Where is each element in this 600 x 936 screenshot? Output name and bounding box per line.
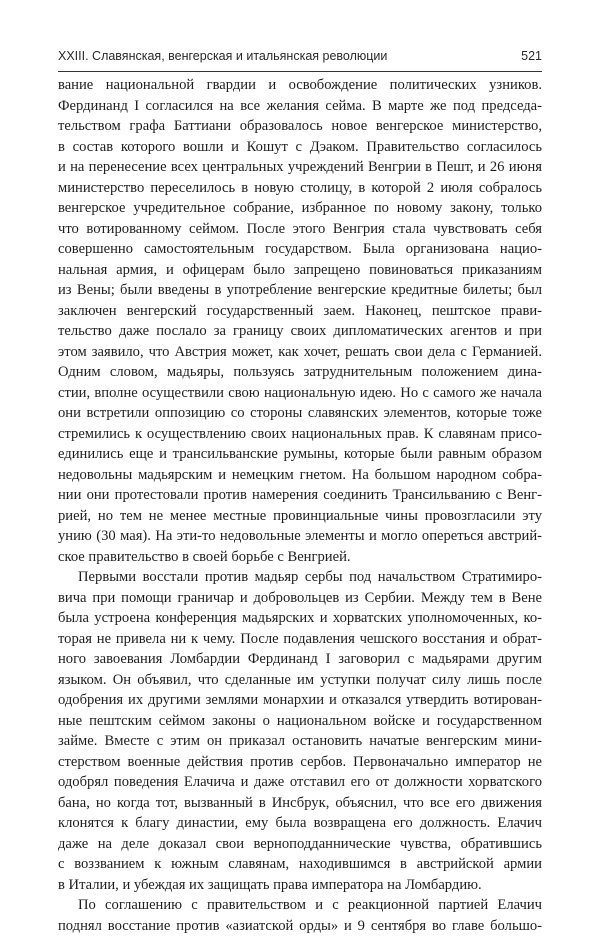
text-line: тельством графа Баттиани образовалось новое венгерское министерство,: [58, 116, 542, 137]
text-line: единились еще и трансильванские румыны, которые были равным образом: [58, 444, 542, 465]
text-line: из Вены; были введены в употребление венгерские кредитные билеты; был: [58, 280, 542, 301]
text-line: что вотированному сеймом. После этого Венгрия стала чувствовать себя: [58, 219, 542, 240]
text-line: тельство даже послало за границу своих дипломатических агентов и при: [58, 321, 542, 342]
text-line: Одним словом, мадьяры, пользуясь затруднительным положением дина-: [58, 362, 542, 383]
text-line: поднял восстание против «азиатской орды» и 9 сентября во главе большо-: [58, 916, 542, 936]
text-line: ного завоевания Ломбардии Фердинанд I заговорил с мадьярами другим: [58, 649, 542, 670]
text-line: рией, но тем не менее местные провинциальные чины провозгласили эту: [58, 506, 542, 527]
text-line: стерством военные действия против сербов. Первоначально император не: [58, 752, 542, 773]
text-line: бана, но когда тот, вызванный в Инсбрук, объяснил, что все его движения: [58, 793, 542, 814]
text-line: министерство переселилось в новую столицу, в которой 2 июля собралось: [58, 178, 542, 199]
text-line: вание национальной гвардии и освобождение политических узников.: [58, 75, 542, 96]
text-line: с воззванием к южным славянам, находившимся в австрийской армии: [58, 854, 542, 875]
text-line: нальная армия, и офицерам было запрещено повиноваться приказаниям: [58, 260, 542, 281]
text-line: венгерское учредительное собрание, избранное по новому закону, только: [58, 198, 542, 219]
text-line: нии они протестовали против намерения соединить Трансильванию с Венг-: [58, 485, 542, 506]
text-line: одобрения их другими землями монархии и отказался утвердить вотирован-: [58, 690, 542, 711]
text-line: вича при помощи граничар и добровольцев из Сербии. Между тем в Вене: [58, 588, 542, 609]
body-text: [58, 75, 542, 936]
text-line: этом заявило, что Австрия может, как хочет, решать свои дела с Германией.: [58, 342, 542, 363]
chapter-title: XXIII. Славянская, венгерская и итальянская революции: [58, 49, 387, 63]
text-line: и на перенесение всех центральных учреждений Венгрии в Пешт, и 26 июня: [58, 157, 542, 178]
text-line: одобрял поведения Елачича и даже отставил его от должности хорватского: [58, 772, 542, 793]
text-line: была устроена конференция мадьярских и хорватских уполномоченных, ко-: [58, 608, 542, 629]
text-line: Фердинанд I согласился на все желания сейма. В марте же под председа-: [58, 96, 542, 117]
text-line: ское правительство в своей борьбе с Венгрией.: [58, 547, 542, 568]
text-line: стремились к осуществлению своих национальных прав. К славянам присо-: [58, 424, 542, 445]
text-line: в состав которого вошли и Кошут с Дэаком. Правительство согласилось: [58, 137, 542, 158]
text-line: заключен венгерский государственный заем. Наконец, пештское прави-: [58, 301, 542, 322]
text-line: совершенно самостоятельным государством. Была организована нацио-: [58, 239, 542, 260]
text-line: даже на деле доказал свои верноподданнические чувства, обратившись: [58, 834, 542, 855]
text-line: они встретили оппозицию со стороны славянских элементов, которые тоже: [58, 403, 542, 424]
text-line: торая не привела ни к чему. После подавления чешского восстания и обрат-: [58, 629, 542, 650]
text-line: По соглашению с правительством и с реакционной партией Елачич: [58, 895, 542, 916]
header-rule: [58, 71, 542, 72]
text-line: займе. Вместе с этим он приказал остановить начатые венгерским мини-: [58, 731, 542, 752]
running-head: [58, 49, 542, 67]
text-line: языком. Он объявил, что сделанные им уступки получат силу лишь после: [58, 670, 542, 691]
text-line: унию (30 мая). На эти-то недовольные элементы и могло опереться австрий-: [58, 526, 542, 547]
text-line: ные пештским сеймом законы о национальном войске и государственном: [58, 711, 542, 732]
text-line: недовольны мадьярским и немецким гнетом. На большом народном собра-: [58, 465, 542, 486]
text-line: клонятся к благу династии, ему была возвращена его должность. Елачич: [58, 813, 542, 834]
text-line: стии, вполне осуществили свою национальную идею. Но с самого же начала: [58, 383, 542, 404]
page-number: 521: [521, 49, 542, 63]
text-line: в Италии, и убеждая их защищать права императора на Ломбардию.: [58, 875, 542, 896]
text-line: Первыми восстали против мадьяр сербы под начальством Стратимиро-: [58, 567, 542, 588]
